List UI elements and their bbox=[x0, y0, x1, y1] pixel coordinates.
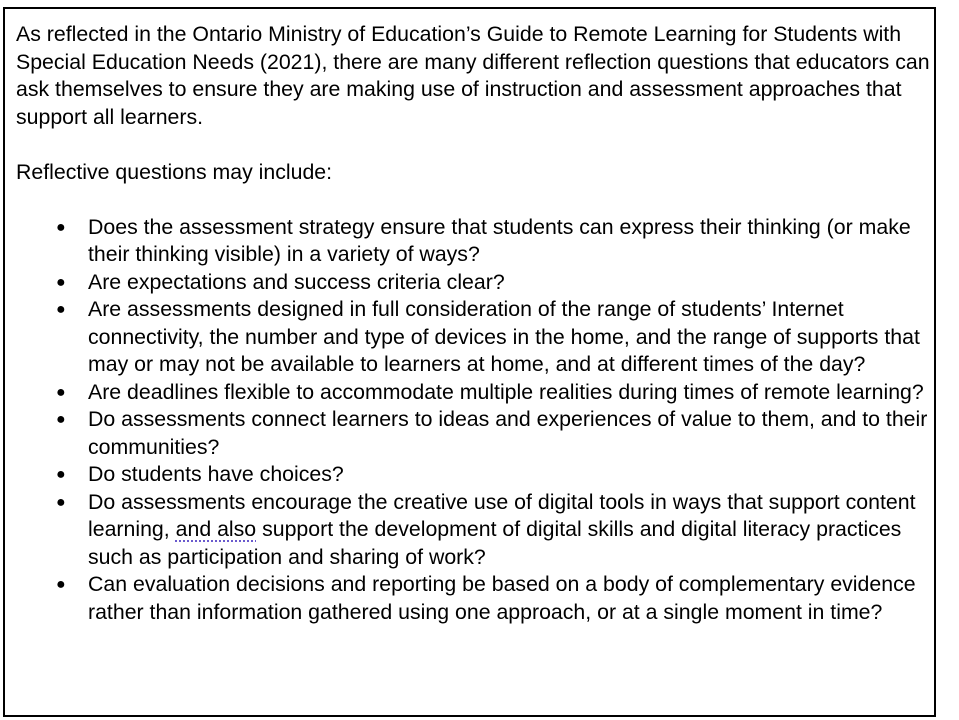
question-text: Are expectations and success criteria clear? bbox=[88, 269, 505, 294]
document-content bbox=[16, 21, 931, 626]
bullet-icon: ● bbox=[56, 383, 66, 401]
bullet-icon: ● bbox=[56, 576, 66, 593]
question-text-part: Do assessments encourage the creative use of digital tools in ways that support content learning, bbox=[88, 489, 916, 541]
spacer bbox=[16, 186, 931, 214]
question-text: Does the assessment strategy ensure that students can express their thinking (or make their thinking visible) in a variety of ways? bbox=[88, 214, 911, 266]
bullet-icon: ● bbox=[56, 273, 66, 291]
question-text-part: support the development of digital skills and digital literacy practices such as participation and sharing of work? bbox=[88, 517, 902, 569]
bullet-icon: ● bbox=[56, 411, 66, 428]
question-text: Can evaluation decisions and reporting be based on a body of complementary evidence rather than information gathered using one approach, or at a single moment in time? bbox=[88, 572, 916, 624]
list-item bbox=[16, 406, 931, 461]
question-text: Do assessments connect learners to ideas and experiences of value to them, and to their communities? bbox=[88, 407, 928, 459]
bullet-icon: ● bbox=[56, 466, 66, 483]
bullet-icon: ● bbox=[56, 301, 66, 318]
intro-paragraph: As reflected in the Ontario Ministry of Education’s Guide to Remote Learning for Students with Special Education Needs (2021), there are many different reflection questions that educators can ask themselves to ensure they are making use of instruction and assessment approaches that support all learners. bbox=[16, 22, 930, 129]
grammar-suggestion-underline[interactable]: and also bbox=[175, 517, 257, 541]
bullet-icon: ● bbox=[56, 218, 66, 236]
list-item bbox=[16, 489, 931, 572]
text-box bbox=[3, 7, 936, 717]
question-text: Are deadlines flexible to accommodate multiple realities during times of remote learning? bbox=[88, 379, 924, 404]
question-text: Do students have choices? bbox=[88, 462, 344, 486]
list-item bbox=[16, 269, 931, 297]
spacer bbox=[16, 131, 931, 159]
bullet-icon: ● bbox=[56, 493, 66, 511]
lead-in-paragraph: Reflective questions may include: bbox=[16, 159, 333, 184]
list-item bbox=[16, 296, 931, 379]
list-item bbox=[16, 379, 931, 407]
reflective-questions-list bbox=[16, 214, 931, 627]
list-item bbox=[16, 214, 931, 269]
list-item bbox=[16, 571, 931, 626]
list-item bbox=[16, 461, 931, 489]
question-text: Are assessments designed in full consideration of the range of students’ Internet connectivity, the number and type of devices in the home, and the range of supports that may or may not be available to learners at home, and at different times of the day? bbox=[88, 297, 920, 376]
